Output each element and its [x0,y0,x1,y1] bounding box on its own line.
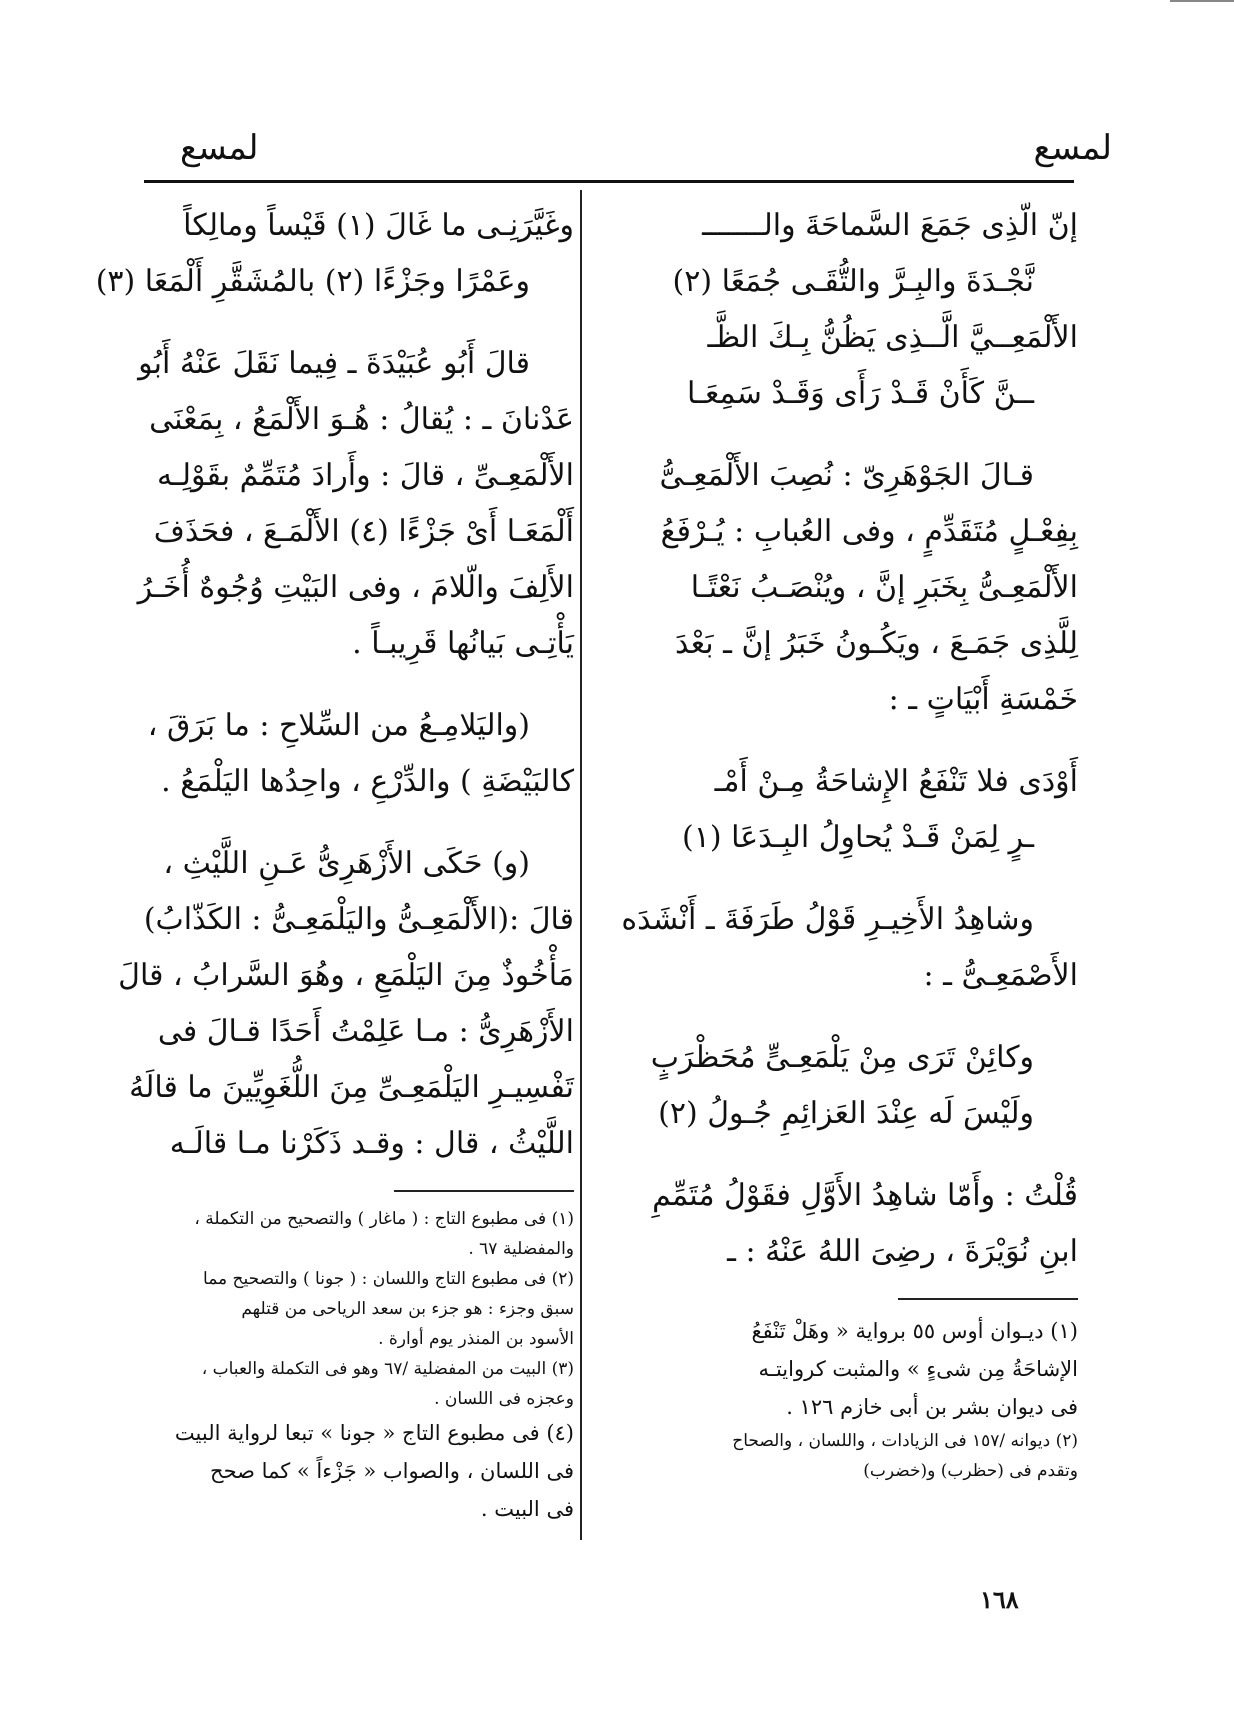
header-rule [144,180,1074,183]
text-line: وكائِنْ تَرَى مِنْ يَلْمَعِـىٍّ مُحَظْرَبٍ [650,1040,1034,1075]
spacer [158,310,574,336]
footnote-line: الأسود بن المنذر يوم أوارة . [378,1329,574,1349]
text-line: وغَيَّرَنِـى ما غَالَ (١) قَيْساً ومالِكاً [183,208,574,243]
running-header-left: لمسع [180,128,259,168]
footnote-line: وتقدم فى (حظرب) و(خضرب) [863,1461,1078,1481]
text-line: أَوْدَى فلا تَنْفَعُ الإِشاحَةُ مِـنْ أَمْـ [714,764,1078,799]
text-line: ـرٍ لِمَنْ قَـدْ يُحاوِلُ البِـدَعَا (١) [681,820,1034,855]
text-line: نَّجْـدَةَ والبِـرَّ والتُّقَـى جُمَعًا (٢) [672,264,1034,299]
footnote-line: فى ديوان بشر بن أبى خازم ١٢٦ . [786,1395,1078,1419]
text-line: خَمْسَةِ أَبْيَاتٍ ـ : [888,682,1078,717]
spacer [598,1142,1078,1168]
text-line: بِفِعْـلٍ مُتَقَدِّمٍ ، وفى العُبابِ : يُـرْفَعُ [660,514,1078,549]
footnote-line: (٤) فى مطبوع التاج « جونا » تبعا لرواية البيت [174,1421,574,1445]
right-column [598,198,1078,1486]
spacer [598,1004,1078,1030]
text-line: وعَمْرًا وجَزْءًا (٢) بالمُشَقَّرِ أَلْمَعَا (٣) [95,264,530,299]
text-line: مَأْخُوذٌ مِنَ اليَلْمَعِ ، وهُوَ السَّرابُ ، قالَ [118,958,574,993]
text-line: الأَلْمَعِــيَّ الَّــذِى يَظُنُّ بِـكَ الظَّـ [707,320,1078,355]
text-line: الأَلِفَ والّلامَ ، وفى البَيْتِ وُجُوهٌ أُخَـرُ [137,570,574,605]
text-line: أَلْمَعَـا أَىْ جَزْءًا (٤) الأَلْمَـعَ ، فحَذَفَ [153,514,574,549]
text-line: كالبَيْضَةِ ) والدِّرْعِ ، واحِدُها اليَلْمَعُ . [161,764,574,799]
footnote-line: (٣) البيت من المفضلية /٦٧ وهو فى التكملة والعباب ، [201,1359,574,1379]
footnote-rule [394,1190,574,1192]
footnote-line: (٢) ديوانه /١٥٧ فى الزيادات ، واللسان ، والصحاح [732,1431,1078,1451]
spacer [158,672,574,698]
column-divider [580,190,582,1540]
text-line: وشاهِدُ الأَخِيـرِ قَوْلُ طَرَفَةَ ـ أَنْشَدَه [621,902,1034,937]
top-edge-rule [1170,0,1234,2]
footnote-line: الإشاحَةُ مِن شىءٍ » والمثبت كروايتـه [758,1357,1078,1381]
spacer [598,866,1078,892]
footnote-line: (٢) فى مطبوع التاج واللسان : ( جونا ) والتصحيح مما [203,1269,574,1289]
text-line: الأَصْمَعِـىُّ ـ : [923,958,1078,993]
left-column [95,198,574,1528]
footnote-line: فى البيت . [480,1497,574,1521]
text-line: قالَ أَبُو عُبَيْدَةَ ـ فِيما نَقَلَ عَنْهُ أَبُو [138,346,530,381]
text-line: قُلْتُ : وأَمّا شاهِدُ الأَوَّلِ فقَوْلُ مُتَمِّمِ [652,1178,1078,1213]
footnote-line: وعجزه فى اللسان . [434,1389,574,1409]
text-line: قـالَ الجَوْهَرِىّ : نُصِبَ الأَلْمَعِـىُّ [659,458,1034,493]
text-line: (واليَلامِـعُ من السِّلاحِ : ما بَرَقَ ، [147,708,530,743]
text-line: ولَيْسَ لَه عِنْدَ العَزائِمِ جُـولُ (٢) [658,1096,1034,1131]
text-line: الأَزْهَرِىُّ : مـا عَلِمْتُ أَحَدًا قـالَ فى [157,1014,574,1049]
spacer [598,728,1078,754]
spacer [158,810,574,836]
text-line: الأَلْمَعِـىِّ ، قالَ : وأَرادَ مُتَمِّمٌ بقَوْلِـه [157,458,574,493]
text-line: يَأْتِـى بَيانُها قَرِيبـاً . [352,626,574,661]
text-line: لِلَّذِى جَمَـعَ ، ويَكُـونُ خَبَرُ إنَّ ـ بَعْدَ [675,626,1078,661]
footnote-line: فى اللسان ، والصواب « جَزْءاً » كما صحح [210,1459,574,1483]
footnote-rule [898,1298,1078,1300]
text-line: اللَّيْثُ ، قال : وقـد ذَكَرْنا مـا قالَـه [169,1126,574,1161]
text-line: ــنَّ كَأَنْ قَـدْ رَأَى وَقَـدْ سَمِعَـا [687,376,1034,411]
text-line: تَفْسِيـرِ اليَلْمَعِـىِّ مِنَ اللُّغَوِيِّينَ ما قالَهُ [129,1070,574,1105]
text-line: (و) حَكَى الأَزْهَرِىُّ عَـنِ اللَّيْثِ ، [163,846,530,881]
spacer [598,422,1078,448]
footnote-line: (١) ديـوان أوس ٥٥ برواية « وهَلْ تَنْفَعُ [751,1319,1078,1343]
text-line: عَدْنانَ ـ : يُقالُ : هُـوَ الأَلْمَعُ ، بِمَعْنَى [149,402,574,437]
footnote-line: والمفضلية ٦٧ . [468,1239,574,1259]
text-line: إنّ الّذِى جَمَعَ السَّماحَةَ والـــــــ [702,208,1078,243]
text-line: ابنِ نُوَيْرَةَ ، رضِىَ اللهُ عَنْهُ : ـ [727,1234,1078,1269]
text-line: قالَ :(الأَلْمَعِـىُّ واليَلْمَعِـىُّ : الكَذّابُ) [143,902,574,937]
text-line: الأَلْمَعِـىُّ بِخَبَرِ إنَّ ، ويُنْصَـبُ نَعْتًـا [690,570,1078,605]
footnote-line: سبق وجزء : هو جزء بن سعد الرياحى من قتلهم [241,1299,574,1319]
running-header-right: لمسع [1033,128,1112,168]
page-number: ١٦٨ [980,1585,1019,1614]
footnote-line: (١) فى مطبوع التاج : ( ماغار ) والتصحيح من التكملة ، [194,1209,574,1229]
